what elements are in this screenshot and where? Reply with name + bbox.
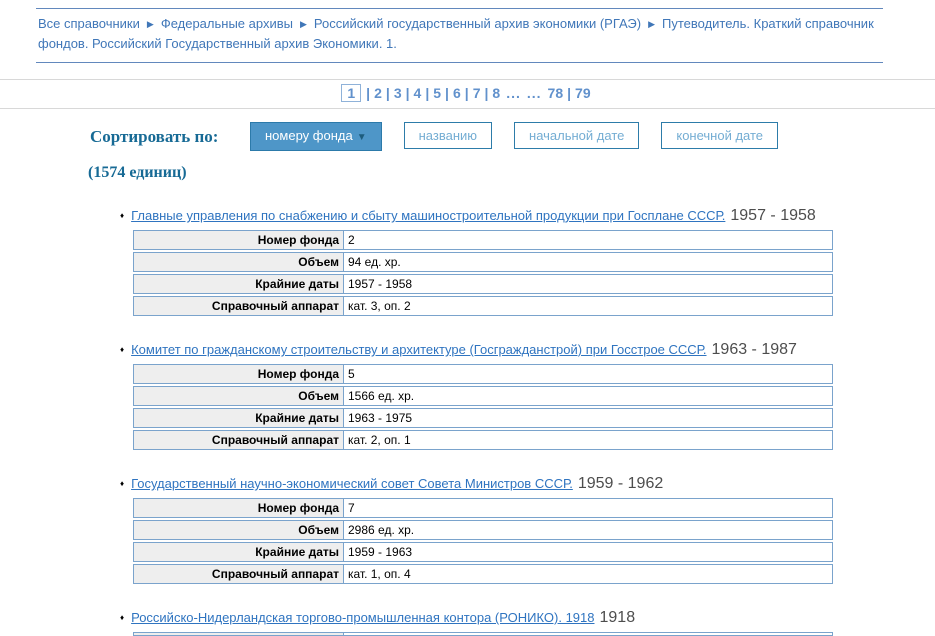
fond-date-range: 1918 [599, 609, 636, 626]
breadcrumb-link[interactable]: Все справочники [38, 16, 140, 31]
field-value-cell: 7 [348, 501, 355, 515]
breadcrumb-arrow-icon: ▶ [648, 19, 655, 29]
fond-item [120, 207, 935, 316]
field-label-cell: Справочный аппарат [134, 565, 344, 583]
table-row [133, 230, 833, 250]
breadcrumb-link[interactable]: Федеральные архивы [160, 16, 293, 31]
field-label-cell [134, 633, 344, 635]
field-label-cell: Крайние даты [134, 543, 344, 561]
fond-details-table [133, 632, 833, 636]
pagination-page[interactable]: 8 [492, 85, 501, 101]
field-label-cell: Справочный аппарат [134, 297, 344, 315]
fond-title-row [120, 207, 935, 225]
fond-title-row [120, 341, 935, 359]
fond-title-row [120, 609, 935, 627]
field-value-cell: кат. 1, оп. 4 [348, 567, 411, 581]
field-label-cell: Объем [134, 253, 344, 271]
field-value-cell: 1963 - 1975 [348, 411, 413, 425]
pagination-separator: | [464, 85, 469, 101]
table-row [133, 632, 833, 636]
pagination-page[interactable]: 79 [575, 85, 591, 101]
fond-title-link[interactable]: Российско-Нидерландская торгово-промышленная контора (РОНИКО). 1918 [131, 610, 595, 625]
bullet-icon: ♦ [120, 211, 125, 220]
pagination-page[interactable]: 78 [547, 85, 564, 101]
pagination [0, 79, 935, 109]
table-row [133, 274, 833, 294]
bullet-icon: ♦ [120, 479, 125, 488]
sort-button-end-date[interactable] [661, 122, 778, 149]
sort-button-title[interactable] [404, 122, 492, 149]
field-value-cell: 5 [348, 367, 355, 381]
sort-row [90, 122, 935, 151]
sort-button-label: названию [418, 128, 478, 143]
field-label-cell: Крайние даты [134, 409, 344, 427]
results-count: (1574 единиц) [88, 164, 187, 181]
breadcrumb-link[interactable]: Путеводитель. Краткий справочник фондов. Российский Государственный архив Экономики. 1. [38, 16, 874, 51]
field-value-cell: 1566 ед. хр. [348, 389, 415, 403]
fond-details-table [133, 364, 833, 450]
pagination-page[interactable]: 3 [393, 85, 402, 101]
pagination-page[interactable]: 6 [452, 85, 461, 101]
pagination-page[interactable]: 4 [413, 85, 422, 101]
pagination-page[interactable]: 5 [433, 85, 442, 101]
fond-title-link[interactable]: Главные управления по снабжению и сбыту машиностроительной продукции при Госплане СССР. [131, 208, 726, 223]
field-value-cell: 1957 - 1958 [348, 277, 413, 291]
breadcrumb-link[interactable]: Российский государственный архив экономики (РГАЭ) [313, 16, 642, 31]
field-value-cell: 94 ед. хр. [348, 255, 401, 269]
pagination-separator: | [445, 85, 449, 101]
bullet-icon: ♦ [120, 345, 125, 354]
fond-date-range: 1963 - 1987 [711, 341, 797, 358]
bullet-icon: ♦ [120, 613, 125, 622]
fond-item [120, 609, 935, 636]
field-value-cell: 1959 - 1963 [348, 545, 413, 559]
table-row [133, 364, 833, 384]
dropdown-arrow-icon: ▼ [356, 132, 367, 143]
fond-details-table [133, 230, 833, 316]
fond-item [120, 341, 935, 450]
fond-details-table [133, 498, 833, 584]
sort-button-start-date[interactable] [514, 122, 639, 149]
pagination-page[interactable]: 2 [374, 85, 382, 101]
pagination-ellipsis: ... [526, 85, 542, 101]
sort-button-label: номеру фонда [265, 128, 353, 143]
field-label-cell: Номер фонда [134, 231, 344, 249]
pagination-separator: | [484, 85, 489, 101]
field-value-cell [344, 633, 832, 635]
field-value-cell: 2 [348, 233, 355, 247]
pagination-separator: | [567, 85, 572, 101]
pagination-page[interactable]: 7 [472, 85, 481, 101]
field-value-cell: кат. 3, оп. 2 [348, 299, 411, 313]
pagination-separator: | [425, 85, 430, 101]
field-value-cell: 2986 ед. хр. [348, 523, 415, 537]
fond-item [120, 475, 935, 584]
pagination-separator: | [366, 85, 371, 101]
field-label-cell: Номер фонда [134, 499, 344, 517]
fond-date-range: 1957 - 1958 [730, 207, 816, 224]
sort-label: Сортировать по: [90, 126, 219, 146]
table-row [133, 498, 833, 518]
pagination-ellipsis: ... [506, 85, 521, 101]
breadcrumb-arrow-icon: ▶ [299, 19, 307, 29]
table-row [133, 430, 833, 450]
field-label-cell: Объем [134, 521, 344, 539]
field-label-cell: Крайние даты [134, 275, 344, 293]
fond-list [120, 207, 935, 636]
fond-title-link[interactable]: Комитет по гражданскому строительству и архитектуре (Госгражданстрой) при Госстрое СССР. [131, 342, 707, 357]
table-row [133, 296, 833, 316]
field-label-cell: Объем [134, 387, 344, 405]
table-row [133, 564, 833, 584]
fond-title-row [120, 475, 935, 493]
sort-buttons [250, 122, 800, 151]
field-label-cell: Номер фонда [134, 365, 344, 383]
pagination-page-current[interactable]: 1 [341, 84, 361, 102]
table-row [133, 408, 833, 428]
pagination-separator: | [405, 85, 410, 101]
fond-date-range: 1959 - 1962 [577, 475, 664, 492]
breadcrumb [36, 8, 883, 63]
pagination-separator: | [385, 85, 390, 101]
fond-title-link[interactable]: Государственный научно-экономический совет Совета Министров СССР. [131, 476, 573, 491]
table-row [133, 542, 833, 562]
table-row [133, 252, 833, 272]
field-label-cell: Справочный аппарат [134, 431, 344, 449]
breadcrumb-arrow-icon: ▶ [146, 19, 154, 29]
table-row [133, 520, 833, 540]
sort-button-label: конечной дате [676, 128, 764, 143]
table-row [133, 386, 833, 406]
sort-button-fond-number[interactable] [250, 122, 382, 151]
field-value-cell: кат. 2, оп. 1 [348, 433, 411, 447]
sort-button-label: начальной дате [529, 128, 625, 143]
